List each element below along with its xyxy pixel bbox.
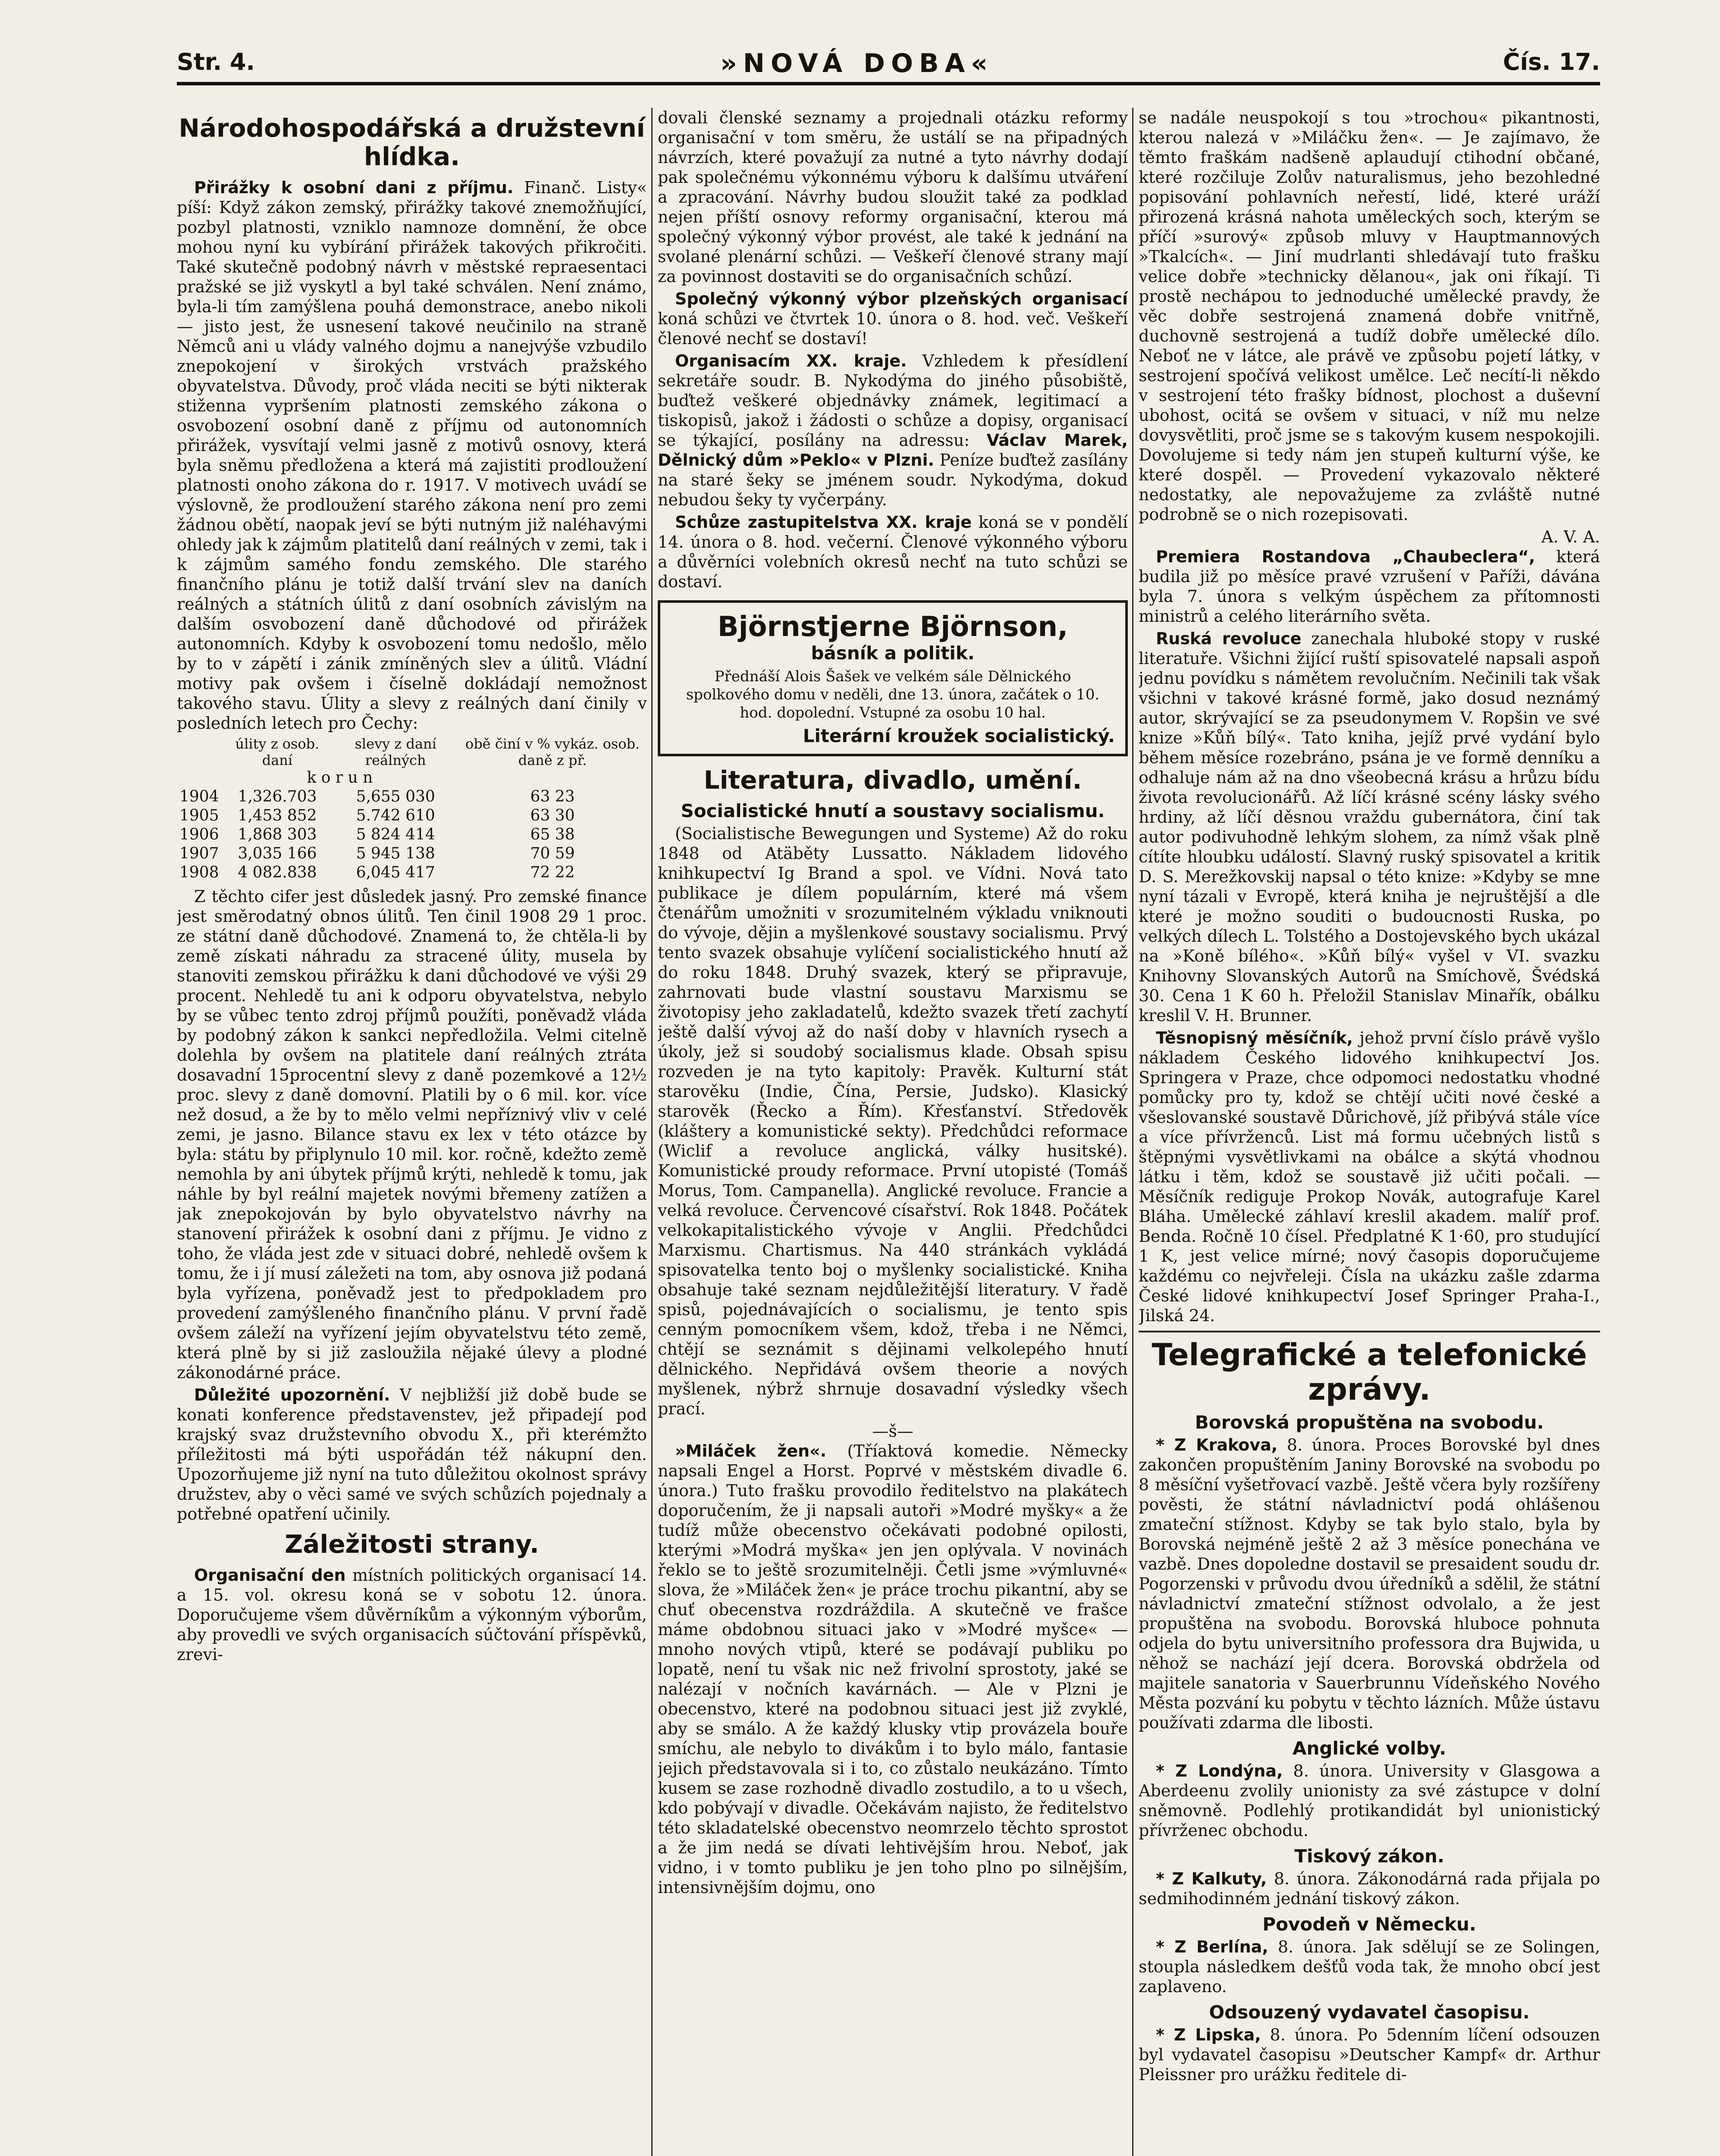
article-text: Z těchto cifer jest důsledek jasný. Pro zemské finance jest směrodatný obnos úlitů. Ten činil 1908 29 1 proc. ze státní daně důchodové. Znamená to, že chtěla-li by země získati náhradu za stracené úlity, musela by stanoviti zemskou přirážku k dani důchodové ve výši 29 procent. Nehledě tu ani k odporu obyvatelstva, nebylo by se vůbec tento zdroj příjmů použíti, poněvadž vláda by podobný zákon k sankci nepředložila. Velmi citelně dolehla by ovšem na platitele daní reálných ztráta dosavadní 15procentní slevy z daně pozemkové a 12½ proc. slevy z daně domovní. Platili by o 6 mil. kor. více než dosud, a že by to mělo velmi nepříznivý vliv v celé zemi, je jasno. Bilance stavu ex lex v této otázce by byla: státu by připlynulo 10 mil. kor. ročně, kdežto země nemohla by ani úbytek příjmů krýti, nehledě k tomu, jak náhle by byl reální majetek novými břemeny zatížen a jak znepokojován by bylo obyvatelstvo návrhy na stanovení přirážek k osobní dani z příjmu. Je vidno z toho, že vláda jest zde v situaci dobré, nehledě ovšem k tomu, že i jí musí záležeti na tom, aby osnova již podaná byla vyřízena, poněvadž jest to předpokladem pro provedení zamýšleného finančního plánu. V první řadě ovšem záleží na vyřízení jejím obyvatelstvu této země, která plně by si již zasloužila nějaké úlevy a plodné zákonodárné práce. <box>177 887 647 1382</box>
news-dateline: * Z Lipska, <box>1156 2025 1261 2044</box>
table-unit: k o r u n <box>307 769 373 787</box>
table-row <box>177 806 647 825</box>
article-text: se nadále neuspokojí s tou »trochou« pikantnosti, kterou nalezá v »Miláčku žen«. — Je zajímavo, že těmto fraškám nadšeně aplaudují ctihodní občané, které rozčiluje Zolův naturalismus, jeho bezohledné popisování pohlavních neřestí, lidé, které uráží přirozená krásná nahota uměleckých soch, kterým se příčí »surový« způsob mluvy v Hauptmannových »Tkalcích«. — Jiní mudrlanti shledávají tuto frašku velice dobře »technicky dělanou«, jak oni říkají. Ti prostě nechápou to jednoduché umělecké pravdy, že věc dobře sestrojená znamená dobře vnitřně, duchovně sestrojená a tudíž dobře umělecké dílo. Neboť ne v látce, ale právě ve způsobu pojetí látky, v sestrojení spočívá velikost umělce. Leč necítí-li někdo v sestrojení této frašky bídnost, plochost a duševní ubohost, ocitá se ovšem v situaci, v níž mu nelze dovysvětliti, proč jsme se s takovým kusem nespokojili. Dovolujeme si tedy nám jen stupeň kulturní výše, ke které dospěl. — Provedení vykazovalo některé nedostatky, ale nepovažujeme za zvláště nutné podrobně se o nich rozepisovati. <box>1139 108 1600 524</box>
article-text: V nejbližší již době bude se konati konference představenstev, jež připadejí pod krajský svaz družstevního obvodu X., při kterémžto příležitosti má býti uspořádán též nákupní den. Upozorňujeme již nyní na tuto důležitou okolnost správy družstev, aby o věci samé ve svých schůzích pojednaly a potřebné opatření učinily. <box>177 1385 647 1523</box>
article-lead: Ruská revoluce <box>1156 629 1302 648</box>
article-text: Finanč. Listy« píší: Když zákon zemský, přirážky takové znemožňující, pozbyl platnosti, vzniklo namnoze domnění, že obce mohou nyní ku vybírání přirážek takových přikročiti. Také skutečně podobný návrh v městské repraesentaci pražské se již vyskytl a byl také schválen. Není známo, byla-li tím zamýšlena pouhá demonstrace, anebo nikoli — jisto jest, že usnesení takové neučinilo na straně Němců ani u vlády valného dojmu a nanejvýše vzbudilo znepokojení v širokých vrstvách pražského obyvatelstva. Důvody, proč vláda neciti se býti nikterak stiženna vypršením platnosti zemského zákona o osvobození osobní daně z příjmu od autonomních přirážek, vysvítají velmi jasně z motivů osnovy, která byla sněmu předložena a která má zajistiti prodloužení platnosti onoho zákona do r. 1917. V motivech uvádí se výslovně, že prodloužení starého zákona není pro zemi žádnou obětí, naopak jeví se býti nutným již naléhavými ohledy jak k zájmům platitelů daní reálných v zemi, tak i k zájmům samého fondu zemského. Dle starého finančního plánu je totiž další trvání slev na daních reálných a státních úlitů z daní osobních závislým na dalším osvobození daně důchodové od přirážek autonomních. Kdyby k osvobození tomu nedošlo, mělo by to v zápětí i zánik zmíněných slev a úlitů. Vládní motivy pak ovšem i číselně dokládají nemožnost takového stavu. Úlity a slevy z reálných daní činily v posledních letech pro Čechy: <box>177 178 647 733</box>
news-text: 8. února. Po 5denním líčení odsouzen byl vydavatel časopisu »Deutscher Kampf« dr. Arthur Pleissner pro urážku ředitele di- <box>1139 2025 1600 2084</box>
table-row <box>177 787 647 806</box>
column-divider <box>1132 108 1133 2156</box>
article-text: která budila již po měsíce pravé vzrušení v Paříži, dávána byla 7. února s velkým úspěchem za přítomnosti ministrů a celého literárního světa. <box>1139 547 1600 626</box>
table-cell: 6,045 417 <box>356 864 435 881</box>
article-text: dovali členské seznamy a projednali otázku reformy organisační v tom směru, že ustálí se na připadných návrzích, které považují za nutné a tyto návrhy dodají pak společnému výkonnému výboru k dalšímu utváření a zpracování. Návrhy budou sloužit také za podklad nejen příští osnovy reformy organisační, kterou má společný výkonný výbor provést, ale také k jednání na svolané plenární schůzi. — Veškeří členové strany mají za povinnost dostaviti se do organisačních schůzí. <box>658 108 1128 286</box>
article-lead: Organisační den <box>194 1566 346 1585</box>
column-3 <box>1139 108 1600 2156</box>
news-dateline: * Z Berlína, <box>1156 1937 1268 1956</box>
table-cell: 70 59 <box>530 845 575 862</box>
table-cell: 63 30 <box>530 807 575 824</box>
issue-number: Čís. 17. <box>1503 48 1600 75</box>
news-heading: Anglické volby. <box>1292 1738 1447 1759</box>
masthead-rule <box>177 82 1600 85</box>
table-header: úlity z osob. daní <box>235 736 320 768</box>
article-notice <box>177 1385 647 1524</box>
news-text: 8. února. Jak sdělují se ze Solingen, stoupla následkem dešťů voda tak, že mnoho obcí jest zaplaveno. <box>1139 1937 1600 1996</box>
article-council-meeting <box>658 512 1128 592</box>
masthead <box>177 48 1600 96</box>
news-text: 8. února. University v Glasgowa a Aberdeenu zvolily unionisty za své zástupce v dolní sněmovně. Podlehlý protikandidát byl unionistický přívrženec obchodu. <box>1139 1761 1600 1840</box>
article-text: jehož první číslo právě vyšlo nákladem Českého lidového knihkupectví Jos. Springera v Praze, chce odpomoci nedostatku vhodné pomůcky pro ty, kdož se chtějí učiti nové české a všeslovanské soustavě Důrichově, jíž přibývá stále více a více přívrženců. List má formu učebných listů s štěpnými vysvětlivkami na obálce a skýtá vhodnou látku i těm, kdož se soustavě již učiti počali. — Měsíčník rediguje Prokop Novák, autografuje Karel Bláha. Umělecké záhlaví kreslil akadem. malíř prof. Benda. Ročně 10 čísel. Předplatné K 1·60, pro studující 1 K, jest velice mírné; nový časopis doporučujeme každému co nejvřeleji. Čísla na ukázku zašle zdarma České lidové knihkupectví Josef Springer Praha-I., Jilská 24. <box>1139 1028 1600 1325</box>
table-cell: 72 22 <box>530 864 575 881</box>
issue-page-label: Str. 4. <box>177 48 255 75</box>
section-rule <box>1139 1331 1600 1332</box>
table-cell: 5 945 138 <box>356 845 435 862</box>
news-heading: Tiskový zákon. <box>1294 1846 1444 1867</box>
news-dateline: * Z Kalkuty, <box>1156 1869 1267 1888</box>
table-cell: 1905 <box>179 807 219 824</box>
table-cell: 4 082.838 <box>238 864 317 881</box>
lecture-announcement-box <box>658 600 1128 756</box>
table-cell: 63 23 <box>530 788 575 805</box>
news-dateline: * Z Krakova, <box>1156 1435 1278 1454</box>
section-title-economy: Národohospodářská a družstevní hlídka. <box>179 113 645 171</box>
news-item <box>1139 1435 1600 1733</box>
article-text: zanechala hluboké stopy v ruské literatuře. Všichni žijící ruští spisovatelé napsali aspoň jednu povídku s námětem revolučním. Nečinili tak však všichni v takové krásné formě, jako dosud neznámý autor, skrývající se za pseudonymem V. Ropšin ve své knize »Kůň bílý«. Tato kniha, jejíž prvé vydání bylo během měsíce rozebráno, psána je ve formě denníku a odhaluje nám až na dno všeobecná krásu a hrůzu bídu života revolucionářů. Až líčí krásné scény lásky svého hrdiny, až líčí děsnou vraždu gubernátora, činí tak autor podivuhodně lehkým slohem, za nímž však plně cítíte hloubku událostí. Slavný ruský spisovatel a kritik D. S. Merežkovskij napsal o této knize: »Kdyby se mne nyní tázali v Evropě, která kniha je nejruštější a dle které je možno souditi o budoucnosti Ruska, po velkých dílech L. Tolstého a Dostojevského bych ukázal na »Koně bílého«. »Kůň bílý« vyšel v VI. svazku Knihovny Slovanských Autorů na Smíchově, Švédská 30. Cena 1 K 60 h. Přeložil Stanislav Minařík, obálku kreslil V. H. Brunner. <box>1139 629 1600 1025</box>
article-review <box>658 1441 1128 1897</box>
article-text: (Tříaktová komedie. Německy napsali Engel a Horst. Poprvé v městském divadle 6. února.) Tuto frašku provodilo ředitelstvo na plakátech doporučením, že ji napsali autoři »Modré myšky« a že tudíž může obecenstvo očekávati podobné opilosti, kterými »Modrá myška« jen jen oplývala. V novinách řeklo se to ještě srozumitelněji. Četli jsme »výmluvné« slova, že »Miláček žen« je práce trochu pikantní, aby se chuť obecenstva rozdráždila. A skutečně ve frašce máme obdobnou situaci jako v »Modré myšce« — mnoho nových vtipů, které se podávají publiku po lopatě, není tu však nic než frivolní sprostoty, jaké se nalézají v nočních kavárnách. — Ale v Plzni je obecenstvo, které na podobnou situaci jest již zvyklé, aby se smálo. A že každý klusky vtip provázela bouře smíchu, ale nebylo to divákům i to bylo málo, fantasie jejich představovala si i to, co zůstalo neukázáno. Tímto kusem se zase rozhodně divadlo zostudilo, a to u všech, kdo pobývají v divadle. Očekávám najisto, že ředitelstvo této skladatelské obecenstvo neomrzelo těchto sprostot a že jim nedá se dívati lehtivějším hrou. Neboť, jak vidno, i v tomto publiku je jen toho plno po silnějším, intensivnějším dojmu, ono <box>658 1442 1128 1897</box>
article-premiere <box>1139 547 1600 626</box>
box-title: Björnstjerne Björnson, <box>717 611 1068 643</box>
article-lead: Těsnopisný měsíčník, <box>1156 1028 1353 1047</box>
address: Václav Marek, Dělnický dům »Peklo« v Plzni. <box>658 431 1128 470</box>
article-text: koná se v pondělí 14. února o 8. hod. večerní. Členové výkonného výboru a důvěrníci volebních okresů nechť na tuto schůzi se dostaví. <box>658 513 1128 591</box>
article-committee <box>658 289 1128 348</box>
column-divider <box>651 108 653 2156</box>
box-subtitle: básník a politik. <box>811 642 975 664</box>
table-row <box>177 863 647 882</box>
table-cell: 1908 <box>179 864 219 881</box>
article-text: Vzhledem k přesídlení sekretáře soudr. B. Nykodýma do jiného působiště, buďtež veškeré objednávky známek, legitimací a tiskopisů, jakož i žádosti o schůze a dopisy, organisací se týkající, posílány na adressu: <box>658 351 1128 450</box>
table-header-row <box>177 736 647 768</box>
article-signature: A. V. A. <box>1541 527 1600 546</box>
table-cell: 1906 <box>179 826 219 843</box>
news-text: 8. února. Proces Borovské byl dnes zakončen propuštěním Janiny Borovské na svobodu po 8 měsíční vyšetřovací vazbě. Ještě včera byly rozšířeny pověsti, že státní návladnictví podá ohlášenou zmateční stížnost. Kdyby se tak bylo stalo, byla by Borovská nejméně ještě 2 až 3 měsíce ponechána ve vazbě. Dnes dopoledne dostavil se presaident soudu dr. Pogorzenski v průvodu dvou úředníků a sdělil, že státní návladnictví zmateční stížnost odvolalo, a že jest propuštěna na svobodu. Borovská hluboce pohnuta odjela do bytu universitního professora dra Bujwida, u něhož se nachází její dcera. Borovská obdržela od majitele sanatoria v Sauerbrunnu Vídeňského Nového Města pozvání ku pobytu v těchto lázních. Může ústavu používati zdarma dle libosti. <box>1139 1435 1600 1732</box>
table-cell: 5,655 030 <box>356 788 435 805</box>
article-lead: »Miláček žen«. <box>675 1442 827 1460</box>
news-item <box>1139 1761 1600 1840</box>
news-text: 8. února. Zákonodárná rada přijala po sedmihodinném jednání tiskový zákon. <box>1139 1869 1600 1908</box>
column-1 <box>177 108 647 2156</box>
article-heading: Socialistické hnutí a soustavy socialismu. <box>681 800 1105 821</box>
table-cell: 5.742 610 <box>356 807 435 824</box>
table-header: slevy z daní reálných <box>355 736 436 768</box>
table-cell: 1,868 303 <box>238 826 317 843</box>
article-text: (Socialistische Bewegungen und Systeme) Až do roku 1848 od Atäběty Lussatto. Nákladem lidového knihkupectví Ig Brand a spol. ve Vídni. Nová tato publikace je dílem populárním, které má všem čtenářům umožniti v srozumitelném výkladu vniknouti do vývoje, dějin a myšlenkové soustavy socialismu. Prvý tento svazek obsahuje vylíčení socialistického hnutí až do roku 1848. Druhý svazek, který se připravuje, zahrnovati bude vlastní soustavu Marxismu se životopisy jeho zakladatelů, kdežto svazek třetí zachytí ještě další vývoj až do naší doby v hlavních rysech a úkoly, jež si soudobý socialismus klade. Obsah spisu rozveden je na tyto kapitoly: Pravěk. Kulturní stát starověku (Indie, Čína, Persie, Judsko). Klasický starověk (Řecko a Řím). Křesťanství. Středověk (kláštery a komunistické sekty). Předchůdci reformace (Wiclif a revoluce anglická, války husitské). Komunistické proudy reformace. První utopisté (Tomáš Morus, Tom. Campanella). Anglické revoluce. Francie a velká revoluce. Červencové císařství. Rok 1848. Počátek velkokapitalistického vývoje v Anglii. Předchůdci Marxismu. Chartismus. Na 440 stránkách vykládá spisovatelka tento boj o myšlenky socialistické. Kniha obsahuje také seznam nejdůležitější literatury. V řadě spisů, pojednávajících o socialismu, je tento spis cenným pomocníkem všem, kdož, třeba i ne Němci, chtějí se seznámit s dějinami velkolepého hnutí dělnického. Nepřidává ovšem theorie a nových myšlenek, nýbrž shrnuje dosavadní výsledky všech prací. <box>658 824 1128 1418</box>
table-cell: 1904 <box>179 788 219 805</box>
news-dateline: * Z Londýna, <box>1156 1761 1283 1780</box>
article-lead: Přirážky k osobní dani z příjmu. <box>194 178 514 197</box>
news-heading: Povodeň v Německu. <box>1262 1914 1476 1935</box>
box-footer: Literární kroužek socialistický. <box>803 725 1115 746</box>
article-text: Peníze buďtež zasílány na staré šeky se jménem soudr. Nykodýma, dokud nebudou šeky ty vyčerpány. <box>658 451 1128 509</box>
article-income-tax <box>177 178 647 733</box>
article-shorthand-monthly <box>1139 1028 1600 1326</box>
table-header: obě činí v % vykáz. osob. daně z př. <box>465 736 640 768</box>
table-cell: 1,326.703 <box>238 788 317 805</box>
table-cell: 1,453 852 <box>238 807 317 824</box>
article-lead: Důležité upozornění. <box>194 1385 390 1404</box>
article-lead: Organisacím XX. kraje. <box>675 351 907 370</box>
tax-table <box>177 736 647 882</box>
table-row <box>177 825 647 844</box>
news-item <box>1139 1869 1600 1908</box>
article-signature: —š— <box>872 1422 913 1441</box>
article-region-xx <box>658 351 1128 510</box>
table-cell: 5 824 414 <box>356 826 435 843</box>
news-item <box>1139 1937 1600 1996</box>
article-organisation-day <box>177 1565 647 1664</box>
news-heading: Borovská propuštěna na svobodu. <box>1195 1412 1544 1433</box>
section-title-telegraph: Telegrafické a telefonické zprávy. <box>1152 1337 1587 1407</box>
article-lead: Schůze zastupitelstva XX. kraje <box>675 513 972 532</box>
table-row <box>177 844 647 863</box>
table-cell: 65 38 <box>530 826 575 843</box>
article-lead: Společný výkonný výbor plzeňských organisací <box>675 289 1128 308</box>
article-lead: Premiera Rostandova „Chaubeclera“, <box>1156 547 1535 566</box>
section-title-literature: Literatura, divadlo, umění. <box>703 765 1082 795</box>
article-text: koná schůzi ve čtvrtek 10. února o 8. hod. več. Veškeří členové nechť se dostaví! <box>658 309 1128 348</box>
news-heading: Odsouzený vydavatel časopisu. <box>1209 2002 1530 2023</box>
box-body: Přednáší Alois Šašek ve velkém sále Dělnického spolkového domu v neděli, dne 13. února, začátek o 10. hod. dopolední. Vstupné za osobu 10 hal. <box>686 668 1100 721</box>
table-cell: 1907 <box>179 845 219 862</box>
news-item <box>1139 2025 1600 2084</box>
column-2 <box>658 108 1128 2156</box>
article-text: místních politických organisací 14. a 15. vol. okresu koná se v sobotu 12. února. Doporučujeme všem důvěrníkům a výkonným výborům, aby provedli ve svých organisacích súčtování příspěvků, zrevi- <box>177 1566 647 1664</box>
table-unit-row <box>177 768 647 787</box>
section-title-party: Záležitosti strany. <box>285 1529 539 1559</box>
table-cell: 3,035 166 <box>238 845 317 862</box>
article-russian-revolution <box>1139 629 1600 1025</box>
newspaper-name: »NOVÁ DOBA« <box>720 48 994 78</box>
